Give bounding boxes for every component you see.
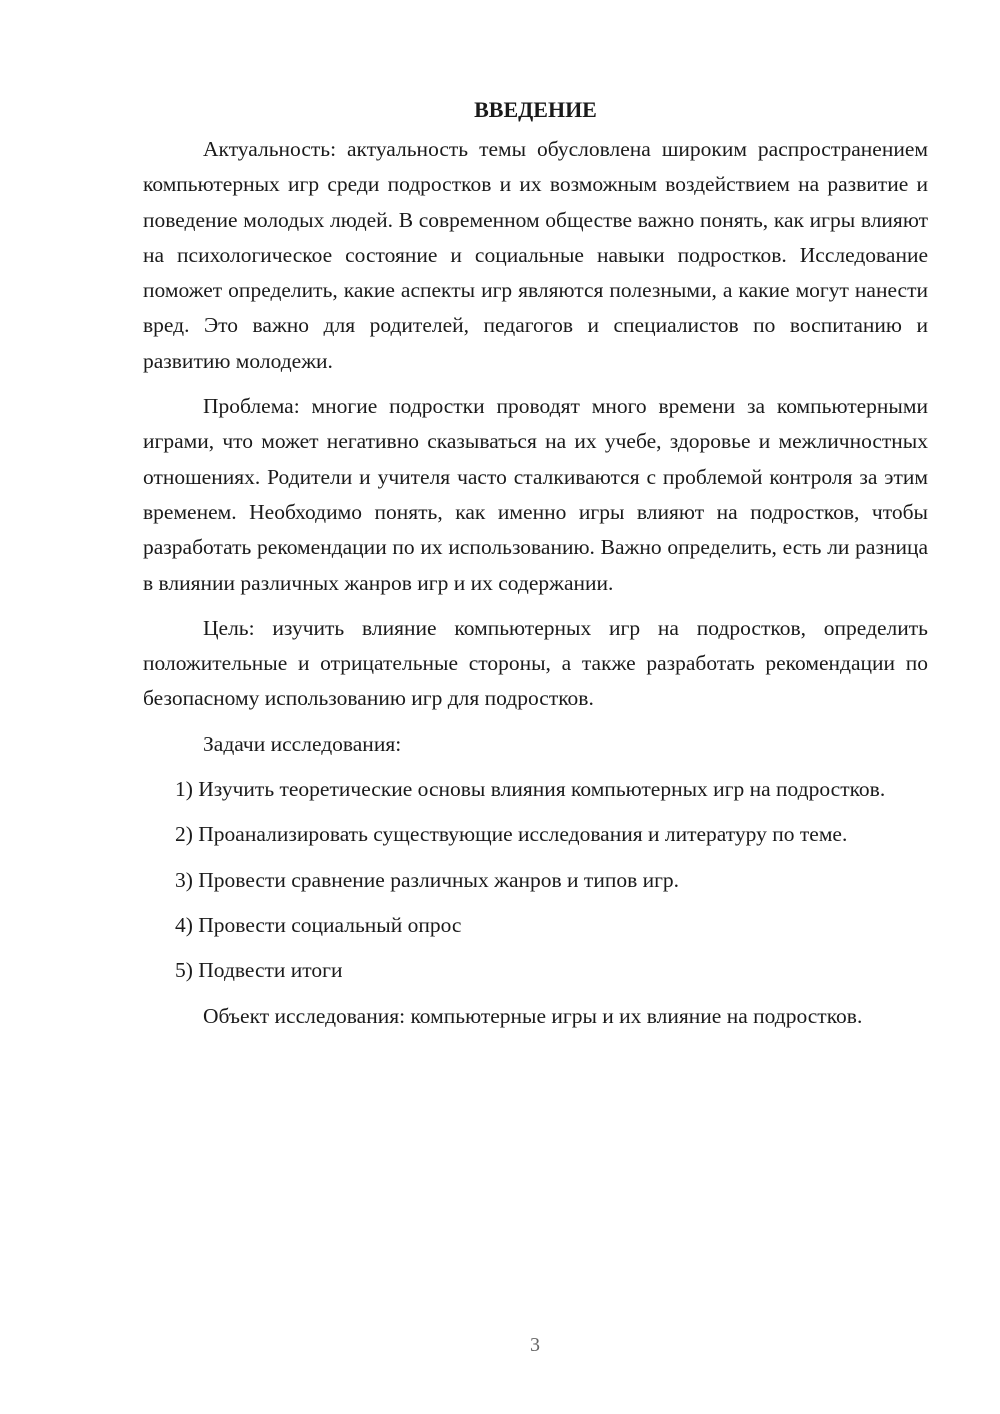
paragraph-object: Объект исследования: компьютерные игры и их влияние на подростков. bbox=[203, 1003, 863, 1028]
task-item-3: 3) Провести сравнение различных жанров и типов игр. bbox=[175, 867, 680, 892]
task-item-1: 1) Изучить теоретические основы влияния компьютерных игр на подростков. bbox=[175, 777, 886, 802]
paragraph-problem: Проблема: многие подростки проводят много времени за компьютерными играми, что может негативно сказываться на их учебе, здоровье и межличностных отношениях. Родители и учителя часто сталкиваются с проблемой контроля за этим временем. Необходимо понять, как именно игры влияют на подростков, чтобы разработать рекомендации по их использованию. Важно определить, есть ли разница в влиянии различных жанров игр и их содержании. bbox=[143, 394, 928, 595]
task-item-5: 5) Подвести итоги bbox=[175, 958, 343, 983]
task-item-2: 2) Проанализировать существующие исследования и литературу по теме. bbox=[175, 822, 848, 847]
paragraph-tasks-heading: Задачи исследования: bbox=[203, 731, 402, 756]
page-number: 3 bbox=[530, 1334, 540, 1356]
task-item-4: 4) Провести социальный опрос bbox=[175, 912, 462, 937]
paragraph-goal: Цель: изучить влияние компьютерных игр на подростков, определить положительные и отрицательные стороны, а также разработать рекомендации по безопасному использованию игр для подростков. bbox=[143, 615, 928, 711]
page-content bbox=[143, 92, 928, 1034]
paragraph-relevance: Актуальность: актуальность темы обусловлена широким распространением компьютерных игр среди подростков и их возможным воздействием на развитие и поведение молодых людей. В современном обществе важно понять, как игры влияют на психологическое состояние и социальные навыки подростков. Исследование поможет определить, какие аспекты игр являются полезными, а какие могут нанести вред. Это важно для родителей, педагогов и специалистов по воспитанию и развитию молодежи. bbox=[143, 137, 928, 373]
section-heading: ВВЕДЕНИЕ bbox=[474, 97, 597, 122]
